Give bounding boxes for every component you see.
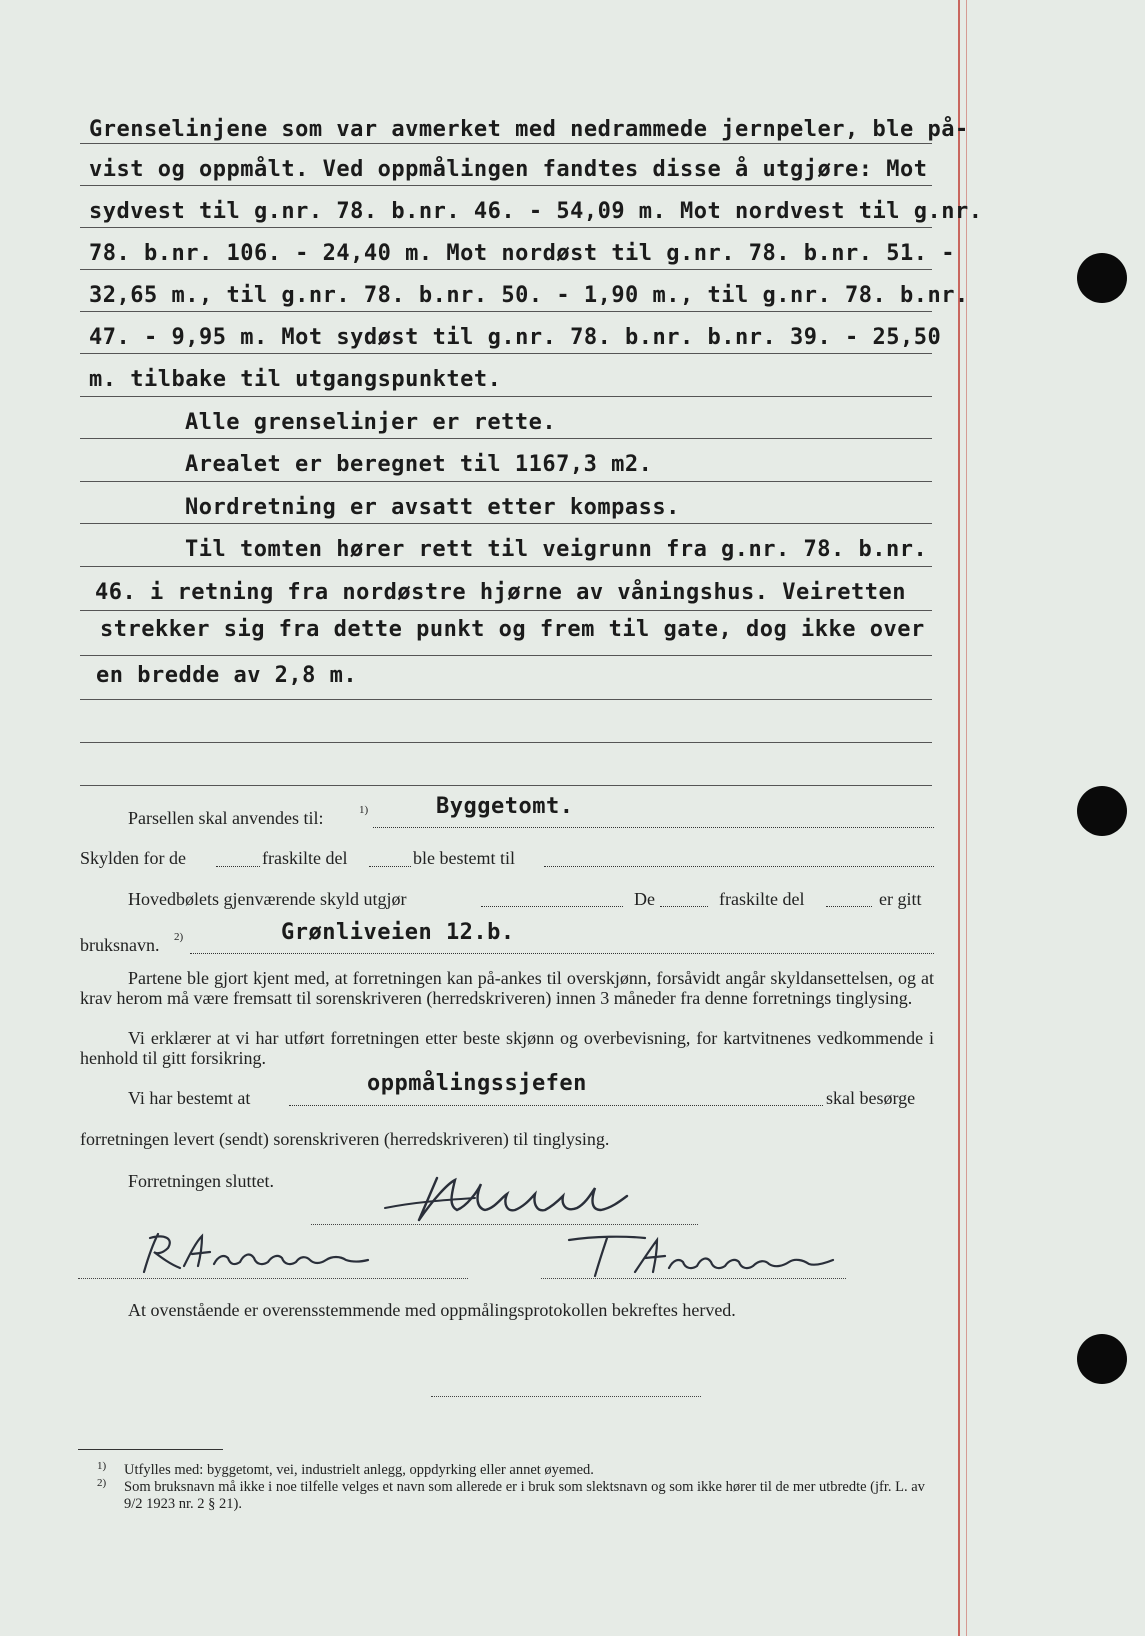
ruled-line	[80, 396, 932, 397]
ruled-line	[80, 269, 932, 270]
typed-line: Arealet er beregnet til 1167,3 m2.	[185, 452, 653, 477]
parsellen-dotted-line	[373, 827, 934, 828]
signature-andersen-name: T.Andersen	[565, 1232, 570, 1233]
bestemt-dotted-line	[289, 1105, 823, 1106]
sluttet-text: Forretningen sluttet.	[128, 1171, 274, 1191]
red-margin-line	[958, 0, 960, 1636]
typed-line: strekker sig fra dette punkt og frem til gate, dog ikke over	[100, 617, 925, 642]
levert-text: forretningen levert (sendt) sorenskriveren (herredskriveren) til tinglysing.	[80, 1129, 610, 1149]
typed-line: Nordretning er avsatt etter kompass.	[185, 495, 680, 520]
typed-line: 47. - 9,95 m. Mot sydøst til g.nr. 78. b.nr. b.nr. 39. - 25,50	[89, 325, 942, 350]
signature-mandal	[385, 1170, 645, 1230]
skylden-label: Skylden for de	[80, 848, 186, 868]
hovedbolet-dotted-2	[660, 906, 708, 907]
ruled-line	[80, 227, 932, 228]
bestemt-label: Vi har bestemt at	[128, 1088, 251, 1108]
ruled-line	[80, 311, 932, 312]
hovedbolet-dotted-3	[826, 906, 872, 907]
hovedbolet-fraskilte: fraskilte del	[719, 889, 805, 909]
ruled-line	[80, 610, 932, 611]
partene-paragraph: Partene ble gjort kjent med, at forretningen kan på-ankes til overskjønn, forsåvidt angår skyldansettelsen, og at krav herom må være fremsatt til sorenskriveren (herredskriveren) innen 3 måneder fra denne forretnings tinglysing.	[80, 968, 934, 1008]
ruled-line	[80, 143, 932, 144]
ruled-line	[80, 523, 932, 524]
ruled-line	[80, 566, 932, 567]
bruksnavn-footnote-ref: 2)	[174, 931, 184, 943]
typed-line: vist og oppmålt. Ved oppmålingen fandtes disse å utgjøre: Mot	[89, 157, 928, 182]
bruksnavn-dotted-line	[190, 953, 934, 954]
signature-line-bottom	[431, 1396, 701, 1397]
skylden-dotted-2	[369, 866, 411, 867]
red-margin-line-secondary	[966, 0, 967, 1636]
ruled-line	[80, 438, 932, 439]
typed-line: 46. i retning fra nordøstre hjørne av våningshus. Veiretten	[95, 580, 906, 605]
hovedbolet-er-gitt: er gitt	[879, 889, 922, 909]
ruled-line	[80, 655, 932, 656]
hovedbolet-dotted-1	[481, 906, 623, 907]
footnote-marker-2: 2)	[97, 1477, 107, 1489]
parsellen-footnote-ref: 1)	[359, 804, 369, 816]
typed-line: sydvest til g.nr. 78. b.nr. 46. - 54,09 m. Mot nordvest til g.nr.	[89, 199, 983, 224]
ruled-line	[80, 185, 932, 186]
ruled-line	[80, 785, 932, 786]
footnote-2: Som bruksnavn må ikke i noe tilfelle velges et navn som allerede er i bruk som slektsnavn og som ikke hører til de mer utbredte (jfr. L. av 9/2 1923 nr. 2 § 21).	[124, 1479, 925, 1512]
typed-line: en bredde av 2,8 m.	[96, 663, 358, 688]
punch-hole-middle	[1077, 786, 1127, 836]
skylden-bestemt: ble bestemt til	[413, 848, 515, 868]
ruled-line	[80, 699, 932, 700]
footnote-marker-1: 1)	[97, 1460, 107, 1472]
punch-hole-bottom	[1077, 1334, 1127, 1384]
erklaerer-paragraph: Vi erklærer at vi har utført forretningen etter beste skjønn og overbevisning, for kartvitnenes vedkommende i henhold til gitt forsikring.	[80, 1028, 934, 1068]
bruksnavn-label: bruksnavn.	[80, 935, 160, 955]
typed-line: 32,65 m., til g.nr. 78. b.nr. 50. - 1,90 m., til g.nr. 78. b.nr.	[89, 283, 969, 308]
besorge-label: skal besørge	[826, 1088, 916, 1108]
signature-andersson	[140, 1228, 390, 1278]
footnote-1: Utfylles med: byggetomt, vei, industrielt anlegg, oppdyrking eller annet øyemed.	[124, 1462, 594, 1478]
punch-hole-top	[1077, 253, 1127, 303]
bruksnavn-value: Grønliveien 12.b.	[281, 920, 515, 945]
parsellen-label: Parsellen skal anvendes til:	[128, 808, 324, 828]
signature-andersson-name: R.Andersson	[140, 1228, 146, 1229]
signature-mandal-name: A.Mandal	[385, 1170, 390, 1171]
skylden-fraskilte: fraskilte del	[262, 848, 348, 868]
typed-line: Til tomten hører rett til veigrunn fra g.nr. 78. b.nr.	[185, 537, 928, 562]
bekreftes-text: At ovenstående er overensstemmende med oppmålingsprotokollen bekreftes herved.	[128, 1300, 736, 1320]
ruled-line	[80, 353, 932, 354]
hovedbolet-de: De	[634, 889, 655, 909]
typed-line: Alle grenselinjer er rette.	[185, 410, 557, 435]
bestemt-value: oppmålingssjefen	[367, 1071, 587, 1096]
signature-andersen	[565, 1232, 855, 1282]
typed-line: m. tilbake til utgangspunktet.	[89, 367, 502, 392]
typed-line: Grenselinjene som var avmerket med nedrammede jernpeler, ble på-	[89, 117, 969, 142]
footnote-separator	[78, 1449, 223, 1450]
parsellen-value: Byggetomt.	[436, 794, 574, 819]
ruled-line	[80, 742, 932, 743]
skylden-dotted-3	[544, 866, 934, 867]
typed-line: 78. b.nr. 106. - 24,40 m. Mot nordøst til g.nr. 78. b.nr. 51. -	[89, 241, 955, 266]
signature-line-left	[78, 1278, 468, 1279]
ruled-line	[80, 481, 932, 482]
hovedbolet-label: Hovedbølets gjenværende skyld utgjør	[128, 889, 407, 909]
skylden-dotted-1	[216, 866, 260, 867]
